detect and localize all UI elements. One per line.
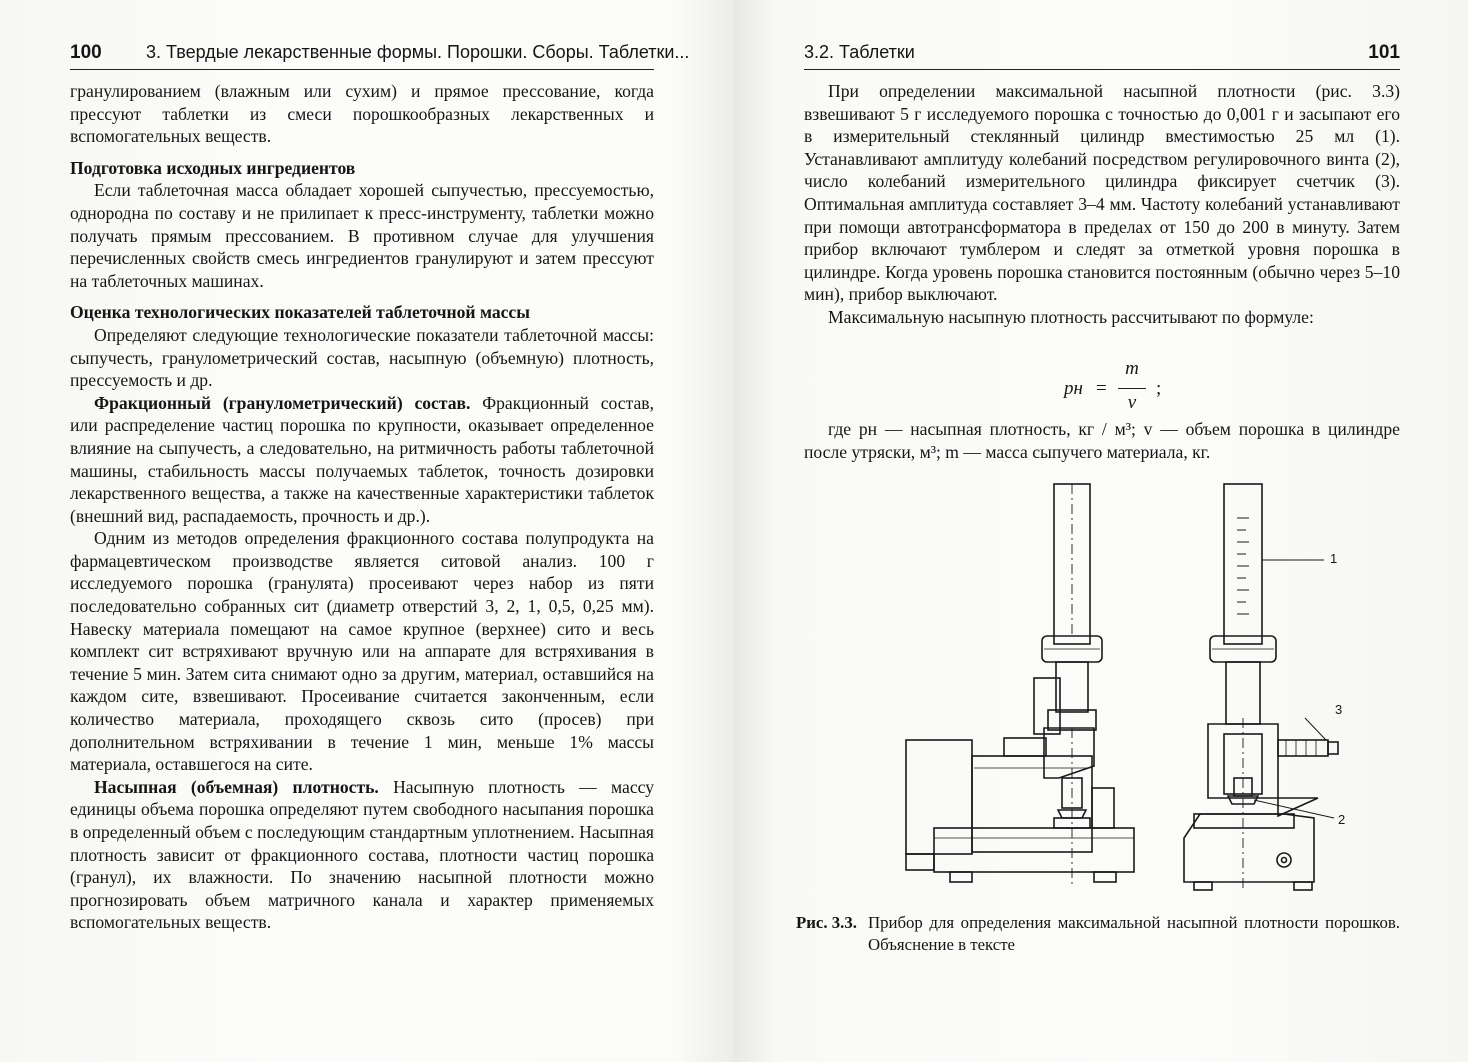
page-number-left: 100 — [70, 42, 102, 63]
right-page — [734, 0, 1468, 1062]
term-fraction: Фракционный (гранулометрический) состав. — [94, 392, 471, 413]
right-header-title: 3.2. Таблетки — [804, 42, 915, 62]
paragraph-sieve: Одним из методов определения фракционного состава полупродукта на фармацевтическом производстве является ситовой анализ. 100 г исследуемого порошка (гранулята) просеивают через набор из пяти последовательно собранных сит (диаметр отверстий 3, 2, 1, 0,5, 0,25 мм). Навеску материала помещают на самое крупное (верхнее) сито и весь комплект сит встряхивают вручную или на аппарате для встряхивания в течение 5 мин. Затем сита снимают одно за другим, материал, оставшийся на каждом сите, взвешивают. Просеивание считается законченным, если количество материала, проходящего сквозь сито (просев) при дополнительном встряхивании в течение 1 мин, меньше 1% массы материала, оставшегося на сите. — [70, 528, 654, 775]
paragraph-max-density: При определении максимальной насыпной плотности (рис. 3.3) взвешивают 5 г исследуемого порошка с точностью до 0,001 г и засыпают его в измерительный стеклянный цилиндр вместимостью 25 мл (1). Устанавливают амплитуду колебаний посредством регулировочного винта (2), число колебаний измерительного цилиндра фиксирует счетчик (3). Оптимальная амплитуда составляет 3–4 мм. Частоту колебаний устанавливают при помощи автотрансформатора в пределах от 150 до 200 в минуту. Затем прибор включают тумблером и следят за отметкой уровня порошка в цилиндре. Когда уровень порошка становится постоянным (обычно через 5–10 мин), прибор выключают. — [804, 81, 1400, 305]
left-text-column — [70, 80, 654, 934]
formula-fraction-bar — [1118, 388, 1146, 389]
right-text-column — [804, 80, 1400, 329]
term-bulk-density: Насыпная (объемная) плотность. — [94, 776, 379, 797]
figure-label-1: 1 — [1330, 551, 1338, 566]
paragraph-fraction — [70, 392, 654, 528]
apparatus-drawing — [894, 478, 1414, 898]
paragraph-bulk-density — [70, 776, 654, 934]
figure-label-2: 2 — [1338, 812, 1346, 827]
section-heading-ingredients: Подготовка исходных ингредиентов — [70, 157, 356, 178]
intro-paragraph: гранулированием (влажным или сухим) и прямое прессование, когда прессуют таблетки из смеси порошкообразных лекарственных и вспомогательных веществ. — [70, 81, 654, 147]
paragraph-bulk-density-text: Насыпную плотность — массу единицы объема порошка определяют путем свободного насыпания порошка в определенный объем с последующим стандартным уплотнением. Насыпная плотность зависит от фракционного состава, плотности частиц порошка (гранул), их влажности. По значению насыпной плотности можно прогнозировать объем матричного канала и характер применяемых вспомогательных веществ. — [70, 776, 655, 933]
formula-explanation-text: где pн — насыпная плотность, кг / м³; v — объем порошка в цилиндре после утряски, м³; m — масса сыпучего материала, кг. — [804, 419, 1400, 462]
left-header-title: 3. Твердые лекарственные формы. Порошки. Сборы. Таблетки... — [146, 42, 690, 62]
figure-3-3-apparatus — [894, 478, 1414, 898]
header-rule — [70, 69, 654, 70]
formula-semicolon: ; — [1156, 378, 1162, 399]
paragraph-formula-intro: Максимальную насыпную плотность рассчитывают по формуле: — [828, 306, 1314, 327]
density-formula — [1064, 358, 1194, 418]
page-number-right: 101 — [1368, 42, 1400, 63]
formula-lhs: pн — [1064, 378, 1083, 399]
caption-text: Прибор для определения максимальной насыпной плотности порошков. Объяснение в тексте — [868, 913, 1400, 954]
paragraph-evaluation: Определяют следующие технологические показатели таблеточной массы: сыпучесть, гранулометрический состав, насыпную (объемную) плотность, прессуемость и др. — [70, 324, 654, 391]
right-running-header — [804, 42, 1400, 72]
left-running-header — [70, 42, 690, 72]
section-heading-evaluation: Оценка технологических показателей таблеточной массы — [70, 302, 530, 323]
header-rule — [804, 69, 1400, 70]
formula-equals: = — [1096, 378, 1107, 399]
paragraph-fraction-text: Фракционный состав, или распределение частиц порошка по крупности, оказывает определенное влияние на сыпучесть, а следовательно, на ритмичность работы таблеточной машины, стабильность массы получаемых таблеток, точность дозировки лекарственного вещества, а также на качественные характеристики таблеток (внешний вид, распадаемость, прочность и др.). — [70, 392, 654, 526]
formula-explanation — [804, 418, 1400, 463]
formula-denominator: v — [1127, 392, 1137, 413]
formula-numerator: m — [1125, 358, 1139, 379]
caption-prefix: Рис. 3.3. — [796, 913, 857, 932]
figure-label-3: 3 — [1335, 702, 1343, 717]
paragraph-ingredients: Если таблеточная масса обладает хорошей сыпучестью, прессуемостью, однородна по составу и не прилипает к пресс-инструменту, таблетки можно получать прямым прессованием. В противном случае для улучшения перечисленных свойств смесь ингредиентов гранулируют и затем прессуют на таблеточных машинах. — [70, 180, 654, 291]
cylinder-front-tube — [1224, 484, 1262, 644]
